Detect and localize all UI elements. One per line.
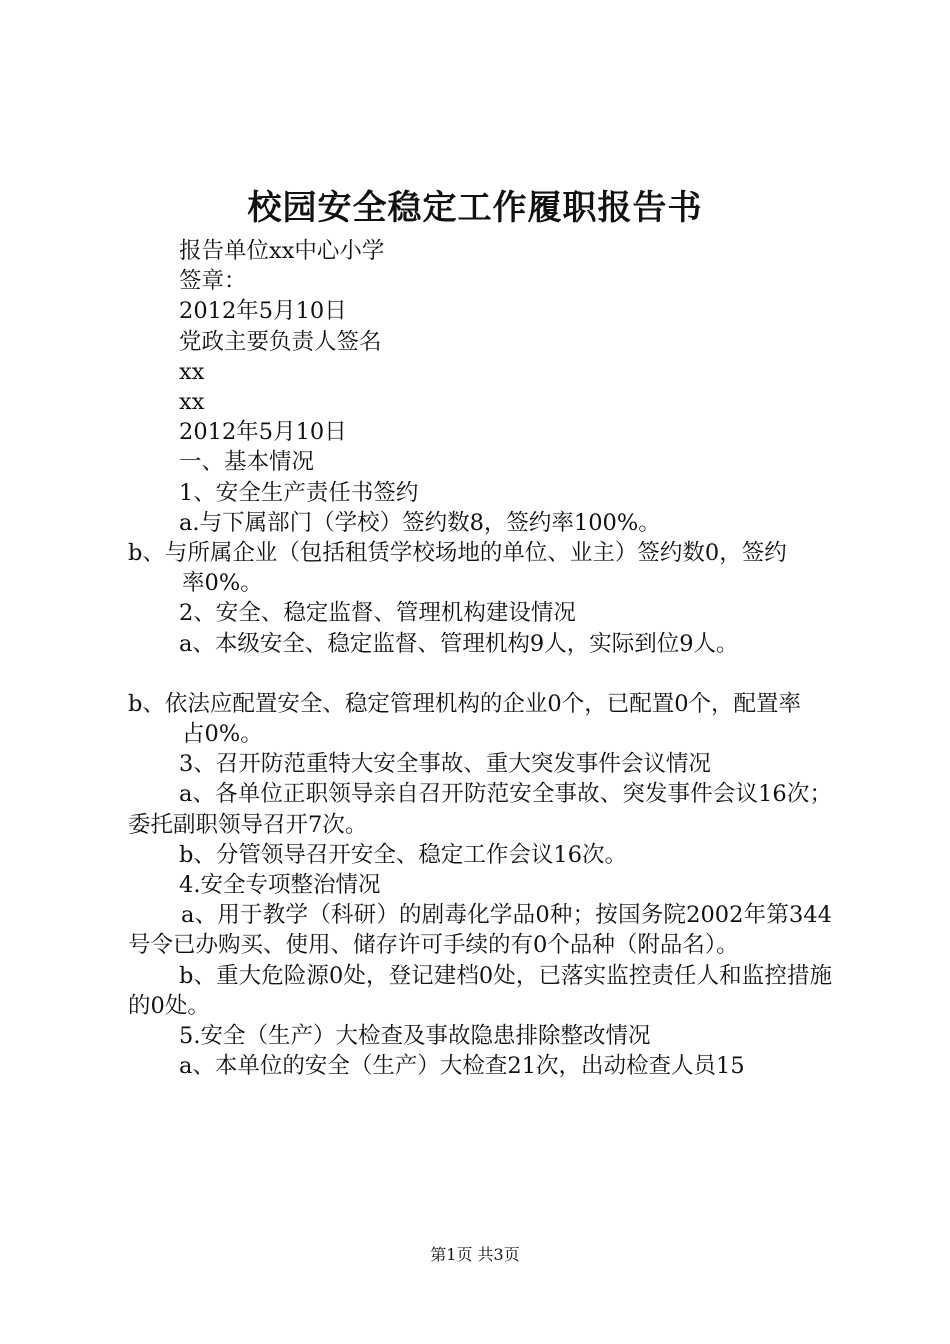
signature-name-line: xx [179,389,205,416]
signature-name-line: xx [179,358,205,385]
document-body [128,236,832,1081]
section-heading: 一、基本情况 [179,449,315,476]
subsection-heading: 1、安全生产责任书签约 [179,479,419,506]
blank-line [128,659,832,689]
document-title: 校园安全稳定工作履职报告书 [247,188,703,228]
subsection-heading: 5.安全（生产）大检查及事故隐患排除整改情况 [179,1023,651,1050]
page-number: 第1页 共3页 [430,1245,520,1264]
paragraph: a.与下属部门（学校）签约数8，签约率100%。 [179,509,661,536]
paragraph: b、分管领导召开安全、稳定工作会议16次。 [179,841,628,868]
paragraph: b、重大危险源0处，登记建档0处，已落实监控责任人和监控措施的0处。 [128,962,832,1019]
paragraph: b、依法应配置安全、稳定管理机构的企业0个，已配置0个，配置率 [128,690,802,717]
paragraph: a、本单位的安全（生产）大检查21次，出动检查人员15 [179,1053,745,1080]
paragraph: a、本级安全、稳定监督、管理机构9人，实际到位9人。 [179,630,739,657]
report-unit-line: 报告单位xx中心小学 [179,238,385,264]
subsection-heading: 4.安全专项整治情况 [179,872,381,899]
subsection-heading: 2、安全、稳定监督、管理机构建设情况 [179,600,576,627]
paragraph: 率0%。 [182,570,263,597]
date-line: 2012年5月10日 [179,298,347,325]
subsection-heading: 3、召开防范重特大安全事故、重大突发事件会议情况 [179,751,711,778]
seal-line: 签章： [179,268,247,295]
signature-label-line: 党政主要负责人签名 [179,328,382,355]
paragraph: b、与所属企业（包括租赁学校场地的单位、业主）签约数0，签约 [128,540,787,567]
paragraph: a、各单位正职领导亲自召开防范安全事故、突发事件会议16次；委托副职领导召开7次。 [128,781,832,838]
paragraph: 占0%。 [182,721,263,748]
paragraph: a、用于教学（科研）的剧毒化学品0种；按国务院2002年第344号令已办购买、使用、储存许可手续的有0个品种（附品名）。 [128,902,832,959]
date-line: 2012年5月10日 [179,419,347,446]
